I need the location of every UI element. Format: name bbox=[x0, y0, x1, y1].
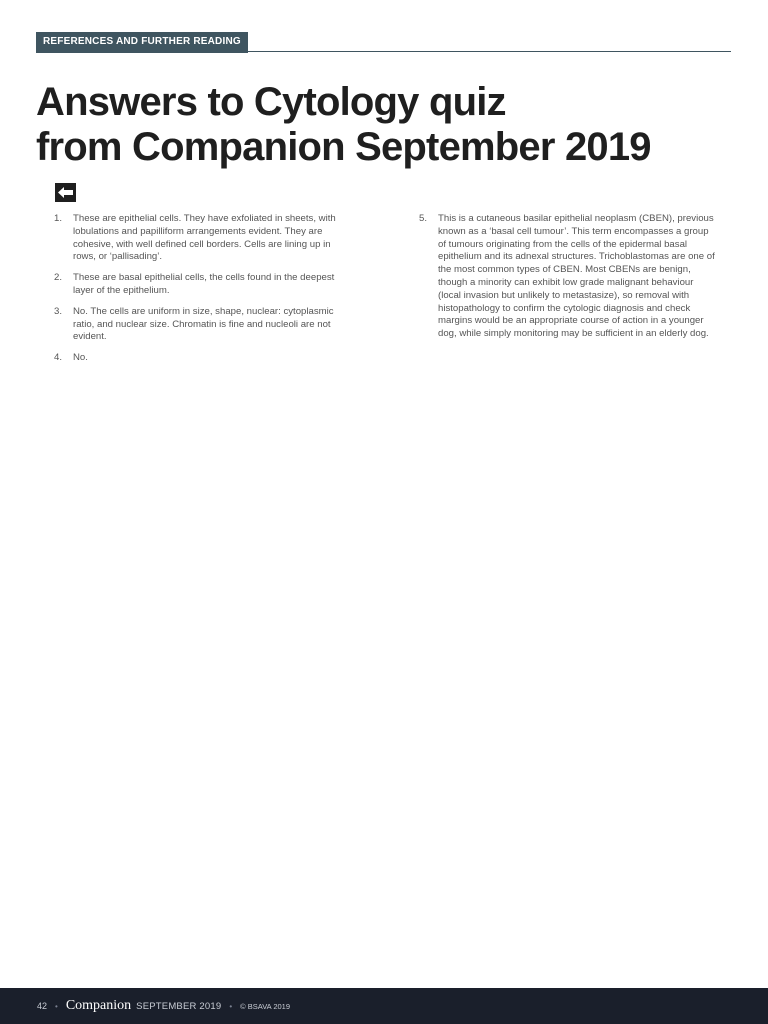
brand-logo: Companion bbox=[65, 998, 132, 1013]
page-title bbox=[36, 80, 736, 170]
page-title-line-2: from Companion September 2019 bbox=[36, 125, 651, 169]
answer-item bbox=[54, 213, 346, 264]
answers-column-right bbox=[419, 213, 719, 349]
page-title-line-1: Answers to Cytology quiz bbox=[36, 80, 506, 124]
back-button[interactable] bbox=[55, 183, 76, 202]
copyright: © BSAVA 2019 bbox=[240, 1001, 291, 1011]
section-label: REFERENCES AND FURTHER READING bbox=[36, 32, 248, 53]
answer-item bbox=[54, 272, 346, 298]
separator-dot: • bbox=[229, 1001, 233, 1011]
answers-column-left bbox=[54, 213, 346, 373]
answer-item bbox=[54, 306, 346, 344]
arrow-left-icon bbox=[58, 187, 73, 198]
page-number: 42 bbox=[37, 1001, 48, 1011]
answer-number: 2. bbox=[54, 272, 63, 284]
issue-date: SEPTEMBER 2019 bbox=[136, 1000, 222, 1012]
page-footer bbox=[0, 988, 768, 1024]
answer-item bbox=[54, 352, 346, 365]
answer-number: 1. bbox=[54, 213, 63, 224]
answer-text: These are epithelial cells. They have exfoliated in sheets, with lobulations and papilliform arrangements evident. They are cohesive, with well defined cell borders. Cells are lining up in rows, or ‘pallisading’. bbox=[73, 213, 336, 263]
answer-number: 5. bbox=[419, 213, 428, 224]
answer-number: 3. bbox=[54, 305, 63, 317]
answer-item bbox=[419, 213, 719, 341]
separator-dot: • bbox=[55, 1001, 58, 1011]
answer-text: These are basal epithelial cells, the cells found in the deepest layer of the epithelium. bbox=[73, 272, 335, 296]
answer-number: 4. bbox=[54, 352, 63, 364]
answer-text: No. bbox=[73, 352, 88, 364]
answer-text: No. The cells are uniform in size, shape, nuclear: cytoplasmic ratio, and nuclear size. Chromatin is fine and nucleoli are not evident. bbox=[73, 305, 334, 343]
answer-text: This is a cutaneous basilar epithelial neoplasm (CBEN), previous known as a ‘basal cell tumour’. This term encompasses a group of tumours originating from the cells of the epidermal basal epithelium and its adnexal structures. Trichoblastomas are one of the most common types of CBEN. Most CBENs are benign, though a minority can exhibit low grade malignant behaviour (local invasion but unlikely to metastasize), so removal with histopathology to confirm the cytologic diagnosis and check margins would be an appropriate course of action in a younger dog, while simply monitoring may be sufficient in an elderly dog. bbox=[438, 213, 715, 340]
section-divider bbox=[36, 51, 731, 52]
